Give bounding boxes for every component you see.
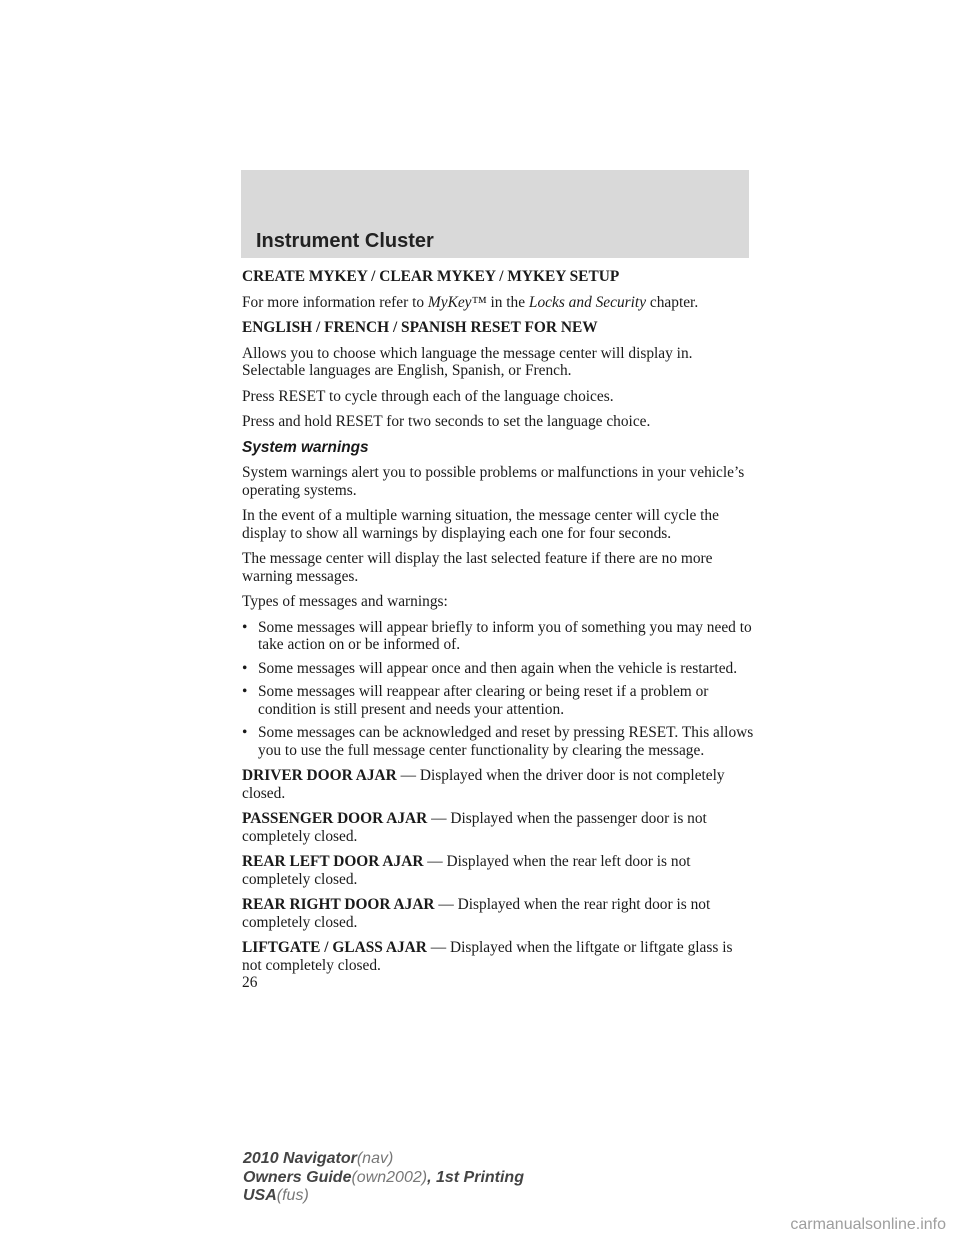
footer-line-2	[243, 1169, 524, 1188]
footer-printing: , 1st Printing	[427, 1168, 524, 1186]
footer-line-3	[243, 1187, 524, 1206]
watermark: carmanualsonline.info	[790, 1216, 946, 1233]
door-warning-desc: — Displayed when the driver door is not completely closed.	[242, 767, 725, 802]
footer-market: USA	[243, 1187, 277, 1204]
list-item	[242, 683, 754, 718]
system-warnings-heading: System warnings	[242, 438, 369, 456]
list-item-text: Some messages will reappear after clearing or being reset if a problem or condition is still present and needs your attention.	[258, 683, 709, 718]
footer-line-1	[243, 1150, 524, 1169]
multiple-warning-paragraph: In the event of a multiple warning situation, the message center will cycle the display to show all warnings by displaying each one for four seconds.	[242, 507, 719, 542]
door-warning-liftgate	[242, 939, 754, 974]
door-warning-label: PASSENGER DOOR AJAR	[242, 810, 428, 827]
mykey-heading: CREATE MYKEY / CLEAR MYKEY / MYKEY SETUP	[242, 268, 620, 285]
door-warning-rear-right	[242, 896, 754, 931]
page-number: 26	[242, 974, 258, 991]
bullet-icon: •	[242, 659, 248, 677]
door-warning-driver	[242, 767, 754, 802]
door-warning-label: LIFTGATE / GLASS AJAR	[242, 939, 427, 956]
door-warning-rear-left	[242, 853, 754, 888]
door-warning-passenger	[242, 810, 754, 845]
language-paragraph: Allows you to choose which language the message center will display in. Selectable languages are English, Spanish, or French.	[242, 344, 693, 379]
mykey-text-1: For more information refer to	[242, 293, 428, 311]
list-item-text: Some messages will appear briefly to inform you of something you may need to take action on or be informed of.	[258, 618, 752, 653]
locks-security-chapter: Locks and Security	[528, 293, 647, 311]
language-heading: ENGLISH / FRENCH / SPANISH RESET FOR NEW	[242, 319, 598, 336]
footer-model-code: (nav)	[356, 1150, 394, 1167]
door-warning-label: REAR LEFT DOOR AJAR	[242, 853, 424, 870]
mykey-text-2: in the	[486, 293, 529, 311]
press-reset-paragraph: Press RESET to cycle through each of the language choices.	[242, 387, 614, 405]
page-content	[242, 268, 754, 992]
footer-guide-code: (own2002)	[351, 1168, 428, 1186]
print-footer	[243, 1150, 524, 1206]
footer-model: 2010 Navigator	[243, 1150, 357, 1167]
door-warning-desc: — Displayed when the liftgate or liftgate glass is not completely closed.	[242, 939, 733, 974]
door-warning-desc: — Displayed when the rear left door is not completely closed.	[242, 853, 691, 888]
last-feature-paragraph: The message center will display the last selected feature if there are no more warning messages.	[242, 550, 713, 585]
door-warning-label: DRIVER DOOR AJAR	[242, 767, 397, 784]
door-warning-desc: — Displayed when the passenger door is not completely closed.	[242, 810, 707, 845]
footer-guide: Owners Guide	[243, 1168, 352, 1186]
door-warning-desc: — Displayed when the rear right door is not completely closed.	[242, 896, 711, 931]
mykey-paragraph	[242, 294, 754, 312]
list-item-text: Some messages will appear once and then again when the vehicle is restarted.	[258, 659, 738, 677]
bullet-icon: •	[242, 618, 248, 636]
mykey-text-3: chapter.	[646, 293, 699, 311]
bullet-icon: •	[242, 724, 248, 741]
list-item	[242, 619, 754, 654]
footer-market-code: (fus)	[276, 1187, 309, 1204]
press-hold-paragraph: Press and hold RESET for two seconds to set the language choice.	[242, 413, 651, 430]
types-intro: Types of messages and warnings:	[242, 593, 448, 610]
section-title: Instrument Cluster	[256, 230, 434, 252]
list-item	[242, 724, 754, 759]
list-item-text: Some messages can be acknowledged and reset by pressing RESET. This allows you to use the full message center functionality by clearing the message.	[258, 724, 754, 759]
mykey-reference: MyKey™	[427, 293, 487, 311]
system-warnings-paragraph: System warnings alert you to possible problems or malfunctions in your vehicle’s operating systems.	[242, 464, 745, 499]
bullet-icon: •	[242, 683, 248, 700]
message-types-list	[242, 619, 754, 760]
door-warning-label: REAR RIGHT DOOR AJAR	[242, 896, 435, 913]
list-item	[242, 660, 754, 678]
